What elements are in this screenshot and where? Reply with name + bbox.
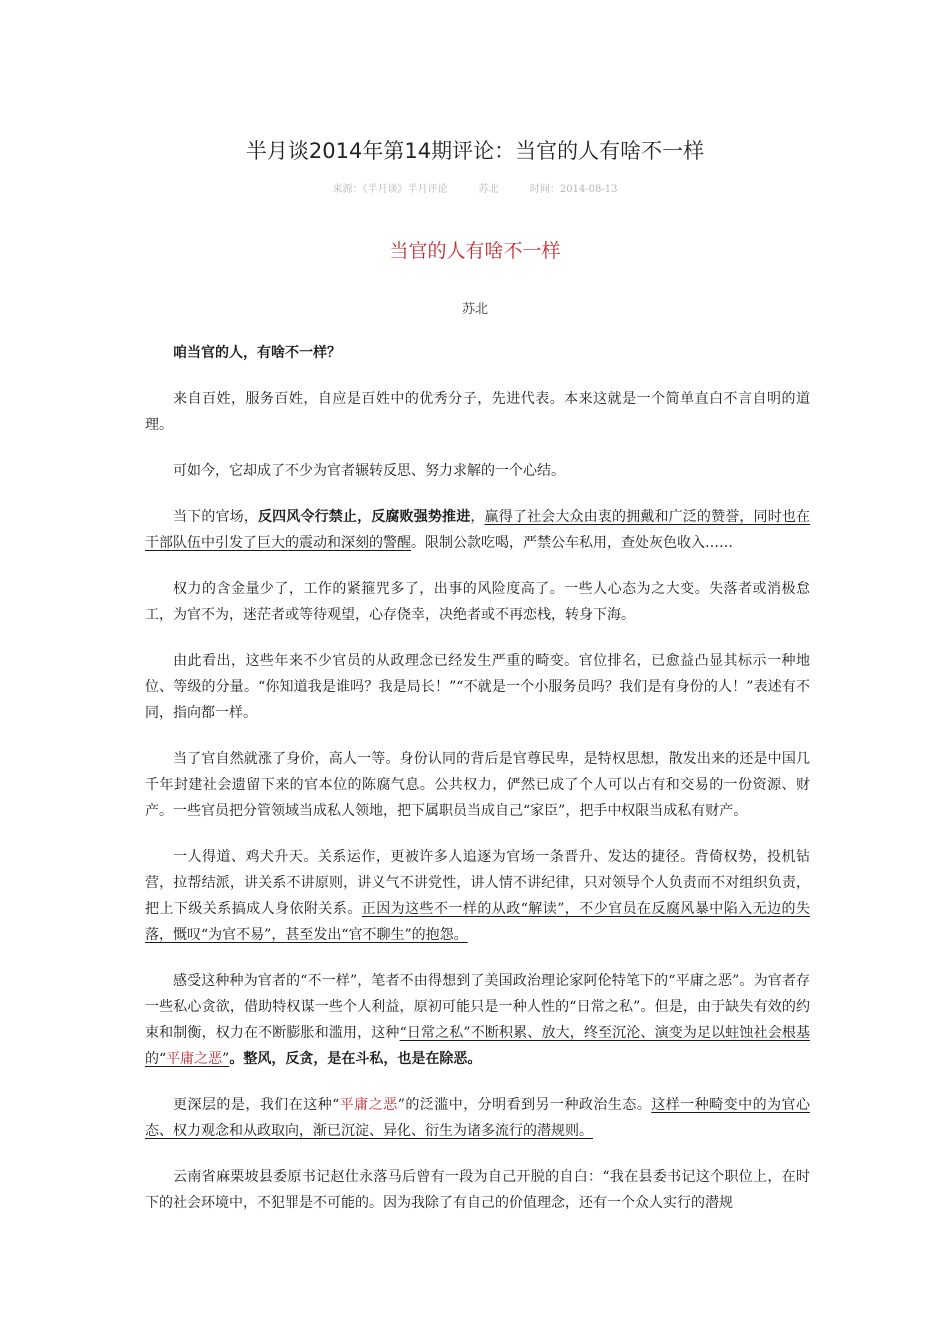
p9-red-term: 平庸之恶 <box>166 1051 223 1067</box>
p9-text-a: 感受这种种为官者的“不一样”，笔者不由得想到了美国政治理论家阿伦特笔下的“平庸之恶”。为官者存一些私心贪欲，借助特权谋一些个人利益，原初可能只是一种人性的“日常之私”。但是，由于缺失有效的约束和制衡，权力在不断膨胀和滥用，这种 <box>145 973 810 1041</box>
paragraph-1: 咱当官的人，有啥不一样？ <box>173 345 341 361</box>
p4-text-c: ， <box>470 509 485 525</box>
p4-bold-text: 反四风令行禁止，反腐败强势推进 <box>257 509 471 525</box>
p9-text-d: ” <box>222 1051 230 1067</box>
meta-source: 来源：《半月谈》半月评论 <box>332 184 448 195</box>
paragraph-2: 来自百姓，服务百姓，自应是百姓中的优秀分子，先进代表。本来这就是一个简单直白不言自明的道理。 <box>145 391 810 433</box>
paragraph-8 <box>145 844 810 948</box>
paragraph-7: 当了官自然就涨了身价，高人一等。身份认同的背后是官尊民卑，是特权思想，散发出来的还是中国几千年封建社会遗留下来的官本位的陈腐气息。公共权力，俨然已成了个人可以占有和交易的一份资源、财产。一些官员把分管领域当成私人领地，把下属职员当成自己“家臣”，把手中权限当成私有财产。 <box>145 751 810 819</box>
p8-text-a: 一人得道、鸡犬升天。关系运作，更被许多人追逐为官场一条晋升、发达的捷径。背倚权势，投机钻营，拉帮结派，讲关系不讲原则，讲义气不讲党性，讲人情不讲纪律，只对领导个人负责而不对组织负责，把上下级关系搞成人身依附关系。 <box>145 849 810 917</box>
article-byline: 苏北 <box>461 302 488 317</box>
meta-author: 苏北 <box>478 184 499 195</box>
paragraph-9 <box>145 968 810 1072</box>
paragraph-11: 云南省麻栗坡县委原书记赵仕永落马后曾有一段为自己开脱的自白：“我在县委书记这个职位上，在时下的社会环境中，不犯罪是不可能的。因为我除了有自己的价值理念，还有一个众人实行的潜规 <box>145 1169 810 1211</box>
p4-text-a: 当下的官场， <box>173 509 258 525</box>
p10-underlined-text: 这样一种畸变中的为官心态、权力观念和从政取向，渐已沉淀、异化、衍生为诸多流行的潜规则。 <box>145 1097 811 1139</box>
article-subtitle: 当官的人有啥不一样 <box>389 240 561 262</box>
p8-underlined-text: 正因为这些不一样的从政“解读”，不少官员在反腐风暴中陷入无边的失落，慨叹“为官不易”，甚至发出“官不聊生”的抱怨。 <box>145 901 810 943</box>
p10-text-a: 更深层的是，我们在这种“ <box>173 1097 340 1113</box>
meta-time: 时间：2014-08-13 <box>529 184 618 195</box>
paragraph-6: 由此看出，这些年来不少官员的从政理念已经发生严重的畸变。官位排名，已愈益凸显其标示一种地位、等级的分量。“你知道我是谁吗？我是局长！”“不就是一个小服务员吗？我们是有身份的人！”表述有不同，指向都一样。 <box>145 653 810 721</box>
p9-text-b: “日常之私”不断积累、放大，终至沉沦、演变为足以蛀蚀社会根基的“ <box>145 1025 810 1067</box>
article-body <box>145 340 810 1236</box>
article-title: 半月谈2014年第14期评论：当官的人有啥不一样 <box>245 139 705 163</box>
paragraph-5: 权力的含金量少了，工作的紧箍咒多了，出事的风险度高了。一些人心态为之大变。失落者或消极怠工，为官不为，迷茫者或等待观望，心存侥幸，决绝者或不再恋栈，转身下海。 <box>145 581 810 623</box>
article-meta <box>0 180 950 195</box>
paragraph-3: 可如今，它却成了不少为官者辗转反思、努力求解的一个心结。 <box>173 463 565 479</box>
p4-text-e: 。限制公款吃喝，严禁公车私用，查处灰色收入…… <box>411 535 733 551</box>
p4-underlined-text: 赢得了社会大众由衷的拥戴和广泛的赞誉，同时也在干部队伍中引发了巨大的震动和深刻的警醒 <box>145 509 811 551</box>
paragraph-10 <box>145 1092 810 1144</box>
p9-bold-text: 。整风，反贪，是在斗私，也是在除恶。 <box>229 1051 482 1067</box>
paragraph-4 <box>145 504 810 556</box>
p10-text-c: ”的泛滥中，分明看到另一种政治生态。 <box>397 1097 652 1113</box>
p10-red-term: 平庸之恶 <box>339 1097 398 1113</box>
